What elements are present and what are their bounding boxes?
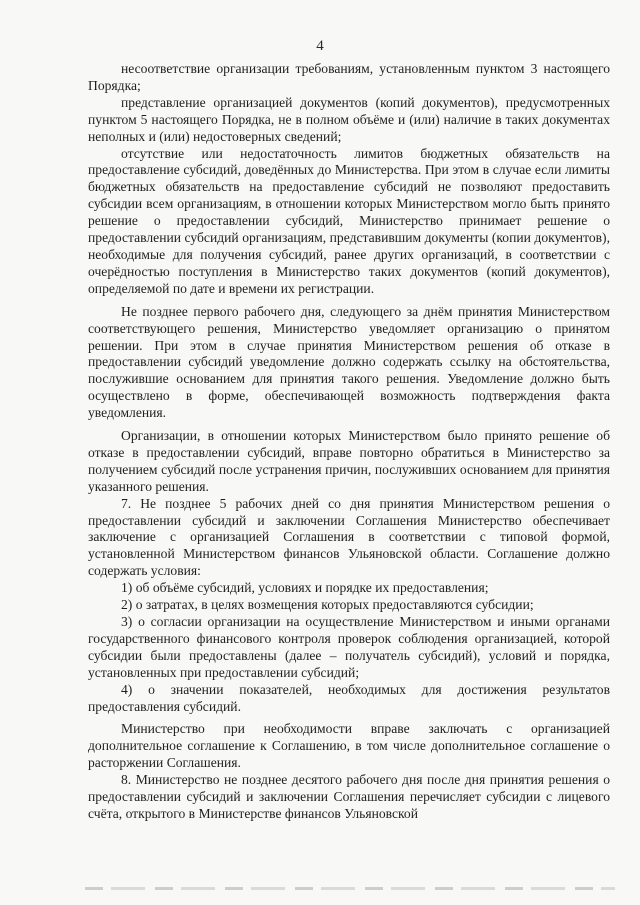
paragraph-condition-2: 2) о затратах, в целях возмещения которых предоставляются субсидии; — [121, 597, 534, 613]
paragraph-notification: Не позднее первого рабочего дня, следующего за днём принятия Министерством соответствующего решения, Министерство уведомляет организацию о принятом решении. При этом в случае принятия Министерством решения об отказе в предоставлении субсидий уведомление должно содержать ссылку на обстоятельства, послужившие основанием для принятия такого решения. Уведомление должно быть осуществлено в форме, обеспечивающей возможность подтверждения факта уведомления. — [88, 303, 610, 421]
paragraph-budget-limits: отсутствие или недостаточность лимитов бюджетных обязательств на предоставление субсидий, доведённых до Министерства. При этом в случае если лимиты бюджетных обязательств на предоставление субсидий не позволяют предоставить субсидии всем организациям, в отношении которых Министерством могло быть принято решение о предоставлении субсидий, Министерство принимает решение о предоставлении субсидий организациям, представившим документы (копии документов), необходимые для получения субсидий, ранее других организаций, в соответствии с очерёдностью поступления в Министерство таких документов (копий документов), определяемой по дате и времени их регистрации. — [88, 145, 610, 296]
paragraph-condition-3: 3) о согласии организации на осуществление Министерством и иными органами государственного финансового контроля проверок соблюдения организацией, которой субсидии были предоставлены (далее – получатель субсидий), условий и порядка, установленных при предоставлении субсидий; — [88, 614, 610, 680]
paragraph-condition-4: 4) о значении показателей, необходимых для достижения результатов предоставления субсидий. — [88, 681, 610, 714]
page-number: 4 — [316, 38, 324, 54]
paragraph-condition-1: 1) об объёме субсидий, условиях и порядке их предоставления; — [121, 580, 489, 596]
paragraph-additional-agreement: Министерство при необходимости вправе заключать с организацией дополнительное соглашение к Соглашению, в том числе дополнительное соглашение о расторжении Соглашения. — [88, 721, 610, 771]
paragraph-incomplete-documents: представление организацией документов (копий документов), предусмотренных пунктом 5 настоящего Порядка, не в полном объёме и (или) наличие в таких документах неполных и (или) недостоверных сведений; — [88, 94, 610, 144]
scan-artifact-divider — [85, 887, 615, 890]
document-body — [88, 61, 610, 823]
paragraph-item-8-transfer: 8. Министерство не позднее десятого рабочего дня после дня принятия решения о предоставлении субсидий и заключении Соглашения перечисляет субсидии с лицевого счёта, открытого в Министерстве финансов Ульяновской — [88, 772, 610, 821]
paragraph-reapply: Организации, в отношении которых Министерством было принято решение об отказе в предоставлении субсидий, вправе повторно обратиться в Министерство за получением субсидий после устранения причин, послуживших основанием для принятия указанного решения. — [88, 428, 610, 494]
paragraph-requirements-mismatch: несоответствие организации требованиям, установленным пунктом 3 настоящего Порядка; — [88, 61, 610, 93]
paragraph-item-7-agreement: 7. Не позднее 5 рабочих дней со дня принятия Министерством решения о предоставлении субсидий и заключении Соглашения Министерство обеспечивает заключение с организацией Соглашения в соответствии с типовой формой, установленной Министерством финансов Ульяновской области. Соглашение должно содержать условия: — [88, 495, 610, 579]
